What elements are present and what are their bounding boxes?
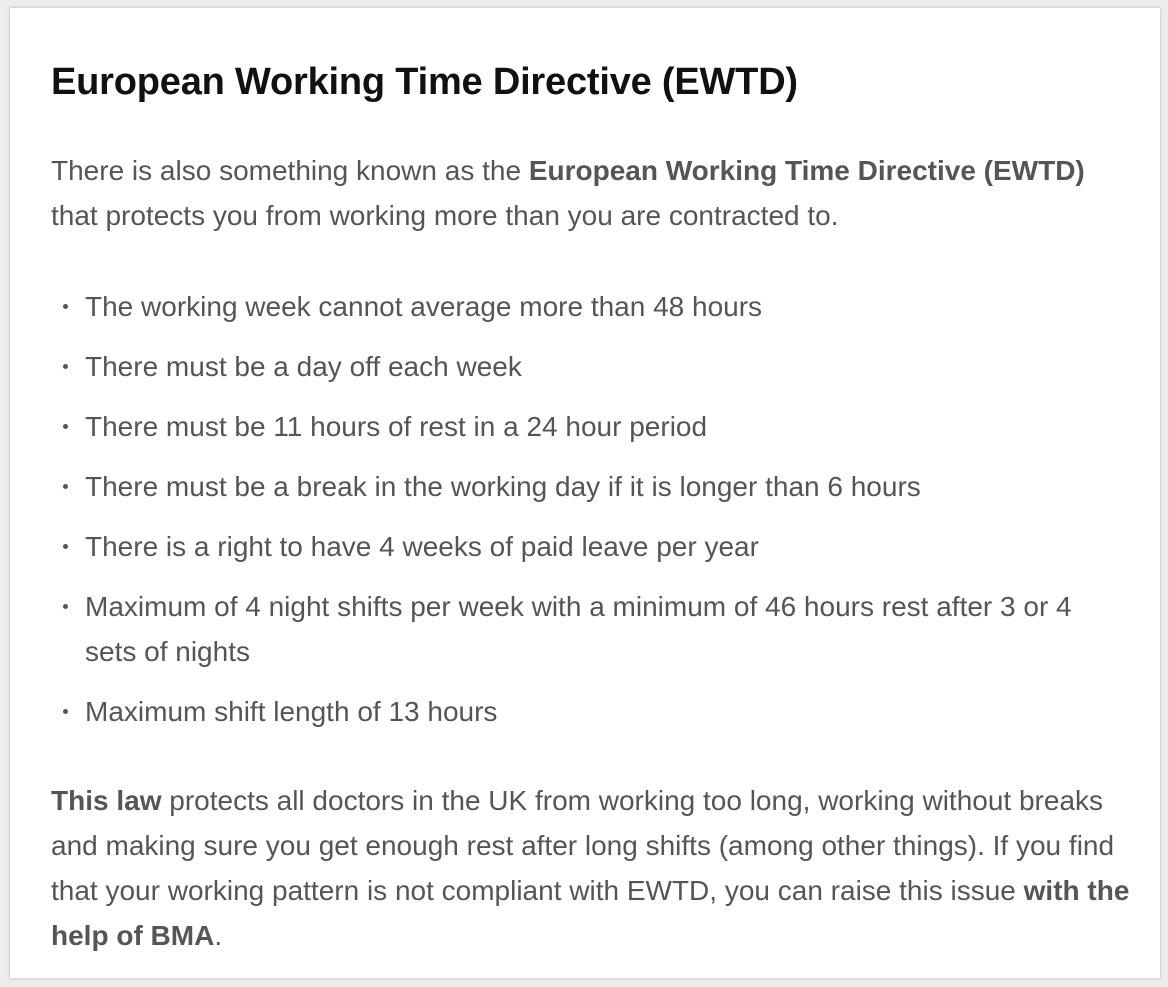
- bullet-dot-icon: [63, 604, 68, 609]
- intro-text-end: that protects you from working more than you are contracted to.: [51, 200, 839, 231]
- bullet-dot-icon: [63, 544, 68, 549]
- outro-bold-lead: This law: [51, 785, 162, 816]
- bullet-dot-icon: [63, 484, 68, 489]
- list-item: [51, 524, 1130, 569]
- bma-help-text: with the help of BMA: [51, 875, 1130, 951]
- intro-paragraph: [51, 148, 1130, 238]
- list-item-text: Maximum of 4 night shifts per week with a minimum of 46 hours rest after 3 or 4 sets of nights: [85, 591, 1072, 667]
- list-item-text: There is a right to have 4 weeks of paid leave per year: [85, 531, 759, 562]
- bullet-dot-icon: [63, 304, 68, 309]
- intro-text-start: There is also something known as the: [51, 155, 529, 186]
- list-item: [51, 584, 1130, 674]
- list-item: [51, 284, 1130, 329]
- list-item: [51, 464, 1130, 509]
- outro-text-end: .: [214, 920, 223, 951]
- list-item-text: Maximum shift length of 13 hours: [85, 696, 498, 727]
- bullet-dot-icon: [63, 424, 68, 429]
- list-item-text: There must be a break in the working day if it is longer than 6 hours: [85, 471, 921, 502]
- list-item-text: There must be 11 hours of rest in a 24 hour period: [85, 411, 708, 442]
- list-item-text: The working week cannot average more than 48 hours: [85, 291, 763, 322]
- intro-bold-term: European Working Time Directive (EWTD): [528, 155, 1085, 186]
- bullet-dot-icon: [63, 709, 68, 714]
- outro-text-start: protects all doctors in the UK from working too long, working without breaks and making sure you get enough rest after long shifts (among other things). If you find that your working pattern is not compliant with EWTD, you can raise this issue: [51, 785, 1115, 906]
- rules-list: [51, 284, 1130, 734]
- list-item-text: There must be a day off each week: [85, 351, 522, 382]
- list-item: [51, 689, 1130, 734]
- list-item: [51, 404, 1130, 449]
- list-item: [51, 344, 1130, 389]
- page-title: European Working Time Directive (EWTD): [51, 61, 798, 103]
- bullet-dot-icon: [63, 364, 68, 369]
- content-card: [10, 8, 1160, 978]
- outro-paragraph: [51, 778, 1130, 958]
